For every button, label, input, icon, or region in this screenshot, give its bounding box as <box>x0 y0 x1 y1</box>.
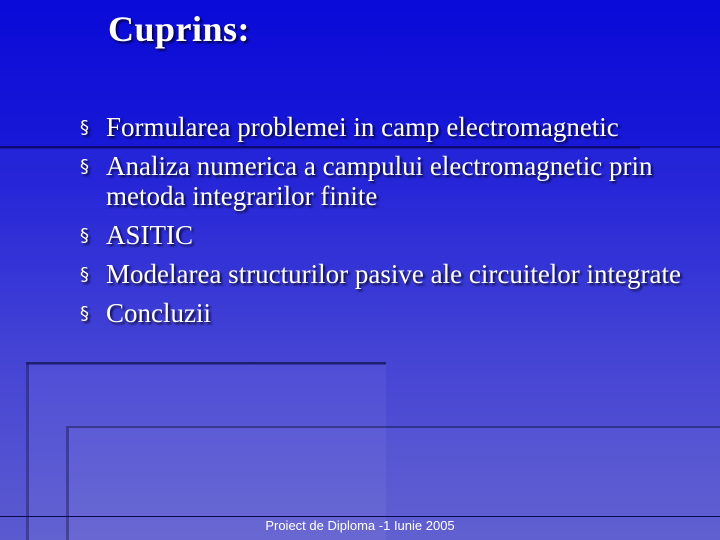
section-sign-icon: § <box>80 303 89 324</box>
bullet-list <box>80 112 700 337</box>
footer-divider <box>0 516 720 517</box>
bullet-item <box>80 298 700 328</box>
bullet-item <box>80 220 700 250</box>
divider-vertical-1 <box>26 364 29 540</box>
bullet-item <box>80 151 700 211</box>
section-sign-icon: § <box>80 117 89 138</box>
bullet-text: Concluzii <box>106 298 211 328</box>
bullet-text: Formularea problemei in camp electromagnetic <box>106 112 619 142</box>
slide-footer: Proiect de Diploma -1 Iunie 2005 <box>265 518 455 533</box>
divider-middle <box>26 362 386 365</box>
section-sign-icon: § <box>80 156 89 177</box>
bullet-text: ASITIC <box>106 220 193 250</box>
slide-title: Cuprins: <box>108 9 251 49</box>
bullet-text: Analiza numerica a campului electromagnetic prin metoda integrarilor finite <box>106 151 653 211</box>
section-sign-icon: § <box>80 264 89 285</box>
bullet-text: Modelarea structurilor pasive ale circuitelor integrate <box>106 259 681 289</box>
bullet-item <box>80 112 700 142</box>
section-sign-icon: § <box>80 225 89 246</box>
bullet-item <box>80 259 700 289</box>
